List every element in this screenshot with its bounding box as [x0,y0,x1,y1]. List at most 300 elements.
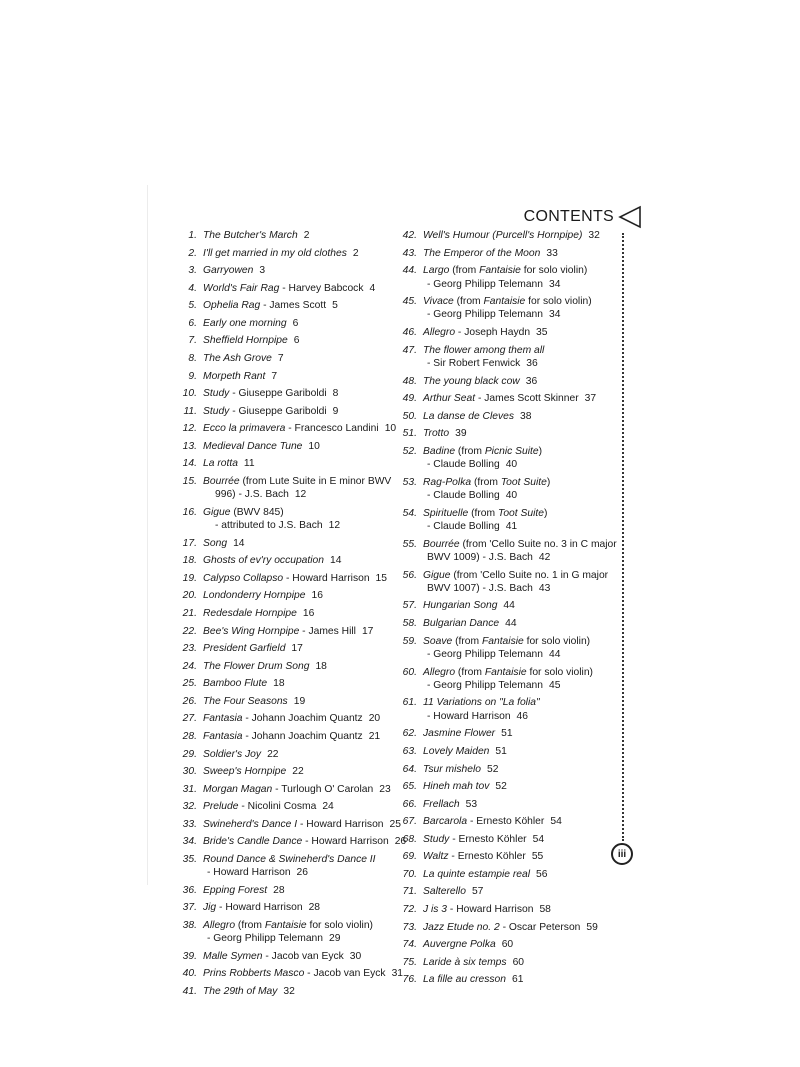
toc-title: Redesdale Hornpipe [203,608,297,619]
toc-entry-line [203,405,387,418]
toc-page-number: 33 [546,247,558,259]
toc-title: Sweep's Hornpipe [203,766,287,778]
toc-entry-number: 25. [182,678,197,690]
toc-entry-number: 70. [402,868,417,880]
toc-page-number: 14 [330,555,342,567]
toc-entry [392,264,617,291]
toc-detail: - Howard Harrison [216,902,303,914]
toc-title: Epping Forest [203,884,268,896]
toc-entry-line [203,712,387,725]
toc-entry-line [203,901,387,914]
toc-entry-line [423,507,617,520]
toc-entry-line [203,475,391,488]
toc-entry-text [203,554,387,567]
contents-column-right [389,229,617,991]
toc-entry-text [203,730,387,743]
toc-entry-line [203,352,387,365]
toc-page-number: 59 [586,921,598,933]
toc-entry-line [423,520,617,533]
toc-entry-text [203,282,387,295]
toc-entry-text [423,696,617,723]
toc-detail: - James Scott [260,300,327,312]
toc-detail: (BWV 845) [230,506,284,518]
toc-entry-number: 35. [182,853,197,865]
toc-title: La quinte estampie real [423,868,531,880]
toc-entry [392,956,617,969]
toc-title: Bee's Wing Hornpipe [203,625,300,637]
toc-entry-text [423,938,617,951]
toc-entry-number: 23. [182,643,197,655]
toc-page-number: 20 [368,713,381,725]
toc-title: Prins Robberts Masco [203,968,305,980]
toc-entry [172,247,387,260]
toc-entry-line [203,229,387,242]
toc-page-number: 38 [520,410,532,422]
toc-entry-text [423,763,617,776]
toc-title: Allegro [203,919,236,931]
toc-entry [172,660,387,673]
toc-detail: - attributed to J.S. Bach [215,520,323,532]
toc-detail: - Harvey Babcock [279,282,364,294]
toc-entry-number: 63. [402,745,417,757]
toc-entry-number: 41. [182,986,197,997]
toc-title: Medieval Dance Tune [203,440,303,452]
toc-title: Londonderry Hornpipe [203,590,306,602]
toc-page-number: 60 [501,939,514,951]
toc-detail: - Oscar Peterson [499,921,581,933]
toc-entry-line [423,617,617,630]
toc-page-number: 34 [549,278,561,290]
toc-title: Study [423,833,450,845]
toc-page-number: 54 [532,833,545,845]
toc-detail: - Ernesto Köhler [467,816,545,828]
toc-entry-text [203,440,387,453]
toc-title: Ghosts of ev'ry occupation [203,555,325,567]
toc-entry-line [423,763,617,776]
toc-page-number: 52 [487,763,499,775]
toc-entry-line [203,932,387,945]
toc-entry-line [423,679,617,692]
toc-entry-number: 57. [402,600,417,612]
toc-detail: - Jacob van Eyck [262,950,344,962]
toc-title: Salterello [423,886,466,898]
toc-entry-line [423,921,617,934]
toc-title: Frellach [423,798,460,810]
toc-entry [172,853,387,880]
toc-detail: - Johann Joachim Quantz [242,730,363,742]
toc-title: La danse de Cleves [423,410,515,422]
toc-entry-text [203,835,406,848]
toc-detail: ) [538,445,543,457]
toc-page-number: 61 [512,974,524,986]
toc-entry-line [203,835,406,848]
toc-entry-number: 20. [182,590,197,602]
toc-entry-line [423,445,617,458]
toc-title: World's Fair Rag [203,282,280,294]
toc-entry-text [423,375,617,388]
toc-entry-number: 67. [402,816,417,828]
toc-title: The flower among them all [423,344,545,356]
toc-entry-line [423,410,617,423]
toc-entry-line [203,884,387,897]
toc-page-number: 8 [332,388,339,400]
toc-page-number: 52 [495,781,507,793]
toc-entry-text [423,538,617,565]
toc-detail: - Howard Harrison [427,710,511,722]
toc-entry-number: 21. [182,608,197,619]
toc-entry-number: 1. [188,230,197,241]
toc-entry [392,745,617,758]
toc-page-number: 31 [391,968,404,980]
toc-entry-text [203,748,387,761]
toc-entry [392,344,617,371]
toc-entry-number: 18. [182,555,197,567]
toc-title: Jazz Etude no. 2 [423,921,500,933]
toc-detail: - Turlough O' Carolan [272,783,374,795]
toc-entry-text [203,334,387,347]
toc-title: The Four Seasons [203,695,288,707]
toc-detail: (from [452,635,482,647]
toc-page-number: 11 [243,458,255,470]
toc-entry-line [423,780,617,793]
toc-page-number: 51 [495,745,507,757]
toc-entry-text [423,903,617,916]
toc-entry [172,901,387,914]
toc-page-number: 18 [273,678,285,690]
toc-entry-line [203,950,387,963]
toc-title: Jasmine Flower [423,728,496,740]
toc-page-number: 44 [505,618,517,629]
toc-title: Fantasia [203,713,243,725]
toc-detail: - Howard Harrison [207,867,291,879]
toc-entry-number: 42. [402,230,417,241]
toc-entry-line [203,317,387,330]
toc-page-number: 21 [368,730,381,742]
toc-title: Lovely Maiden [423,745,490,757]
toc-entry [172,405,387,418]
toc-page-number: 58 [539,904,551,915]
toc-entry-text [423,973,617,986]
toc-entry [392,410,617,423]
toc-title: The Ash Grove [203,352,272,364]
toc-entry-number: 62. [402,728,417,740]
toc-entry [172,370,387,383]
toc-detail: - Georg Philipp Telemann [427,309,544,321]
toc-entry-text [203,695,387,708]
toc-entry [172,475,392,502]
toc-entry-text [203,352,387,365]
toc-entry-line [423,247,617,260]
toc-page-number: 57 [471,886,484,898]
toc-entry-number: 13. [182,440,197,452]
toc-entry-number: 71. [402,886,417,898]
toc-entry-number: 72. [402,904,417,915]
toc-entry-line [203,853,387,866]
toc-entry-number: 30. [182,766,197,778]
toc-entry [392,903,617,916]
toc-entry-line [203,677,387,690]
toc-entry-line [423,308,617,321]
toc-entry [172,677,387,690]
toc-entry-line [423,815,617,828]
toc-entry-number: 27. [182,713,197,725]
toc-page-number: 55 [531,851,544,863]
toc-entry-number: 46. [402,327,417,338]
toc-page-number: 36 [526,357,538,369]
toc-entry [172,783,391,796]
page-title: CONTENTS [523,208,614,225]
toc-entry-text [203,783,391,796]
toc-entry-text [423,476,617,503]
toc-entry [392,375,617,388]
toc-entry [172,985,387,998]
toc-entry-text [423,229,617,242]
toc-entry [392,727,617,740]
toc-title: Song [203,537,228,549]
toc-entry-number: 17. [182,537,197,549]
toc-entry-text [423,344,617,371]
toc-entry-text [203,387,387,400]
toc-entry-text [423,745,617,758]
toc-detail: - Joseph Haydn [455,327,531,338]
toc-entry-line [423,344,617,357]
toc-title: Badine [423,445,456,457]
toc-title: Bamboo Flute [203,678,268,690]
toc-entry-number: 32. [182,801,197,813]
toc-title: Ecco la primavera [203,423,286,435]
toc-page-number: 14 [233,537,245,549]
toc-entry [392,445,617,472]
toc-page-number: 36 [525,375,538,387]
toc-title: Fantaisie [483,296,526,308]
toc-detail: (from [449,265,480,277]
toc-page-number: 32 [283,986,295,997]
toc-page-number: 54 [550,816,562,828]
toc-page-number: 24 [322,801,334,813]
toc-page-number: 9 [332,405,339,417]
toc-entry [172,334,387,347]
toc-entry [392,833,617,846]
toc-title: Toot Suite [497,507,544,519]
toc-entry-number: 8. [188,352,197,364]
toc-entry-text [423,885,617,898]
toc-entry-line [203,589,387,602]
toc-entry-number: 44. [402,265,417,277]
toc-page-number: 43 [538,582,551,594]
toc-entry-number: 75. [402,956,417,968]
toc-entry [392,973,617,986]
toc-page-number: 16 [311,590,323,602]
toc-detail: (from [235,919,265,931]
toc-entry-line [423,696,617,709]
toc-detail: - Ernesto Köhler [448,851,526,863]
toc-entry-text [423,956,617,969]
toc-entry-number: 51. [402,428,417,440]
toc-entry-number: 68. [402,833,417,845]
toc-entry-number: 14. [182,458,197,470]
toc-detail: BWV 1007) - J.S. Bach [427,582,533,594]
toc-entry-line [423,489,617,502]
toc-entry-text [423,780,617,793]
toc-entry-text [423,727,617,740]
toc-title: Bourrée [203,475,240,487]
toc-page-number: 44 [503,600,515,612]
toc-entry [172,387,387,400]
toc-entry-text [203,405,387,418]
toc-entry-line [423,710,617,723]
toc-title: Picnic Suite [484,445,539,457]
toc-entry-number: 6. [188,317,197,329]
toc-entry [392,696,617,723]
toc-entry-line [203,572,387,585]
toc-entry-line [203,967,403,980]
toc-entry [172,765,387,778]
toc-entry [392,868,617,881]
toc-page-number: 56 [536,868,548,880]
toc-entry-line [423,427,617,440]
toc-entry-line [423,582,617,595]
toc-page-number: 12 [328,520,341,532]
toc-entry-line [423,868,617,881]
toc-entry-text [423,833,617,846]
toc-entry-line [203,554,387,567]
toc-entry-line [203,866,387,879]
toc-entry-line [203,264,387,277]
toc-entry [172,264,387,277]
toc-detail: (from [468,507,498,519]
toc-entry [172,572,387,585]
toc-entry-line [423,885,617,898]
toc-entry [392,798,617,811]
toc-entry-number: 26. [182,695,197,707]
page-edge [147,185,148,885]
toc-entry-text [203,370,387,383]
toc-entry-number: 2. [188,247,197,259]
toc-title: Ophelia Rag [203,300,261,312]
toc-page-number: 28 [273,884,285,896]
toc-page-number: 2 [352,247,359,259]
toc-detail: - Howard Harrison [302,836,389,848]
toc-entry-number: 36. [182,884,197,896]
toc-entry [172,748,387,761]
toc-entry-text [203,457,387,470]
toc-entry-number: 53. [402,476,417,488]
toc-page-number: 26 [394,836,407,848]
toc-entry-number: 52. [402,445,417,457]
toc-entry [172,884,387,897]
toc-entry-text [203,422,396,435]
toc-title: Morpeth Rant [203,370,266,382]
toc-entry-line [203,488,391,501]
toc-entry-line [423,850,617,863]
toc-title: Tsur mishelo [423,763,481,775]
toc-entry-line [423,727,617,740]
toc-entry-text [423,247,617,260]
toc-entry [172,299,387,312]
toc-detail: for solo violin) [306,919,373,931]
toc-page-number: 29 [329,933,341,945]
toc-entry-number: 73. [402,921,417,933]
toc-page-number: 39 [455,428,467,440]
toc-title: Prelude [203,801,239,813]
toc-title: 11 Variations on "La folia" [423,697,540,709]
toc-entry-text [203,572,387,585]
toc-entry-line [423,551,617,564]
toc-title: La rotta [203,458,238,470]
toc-entry-line [203,625,387,638]
toc-page-number: 25 [389,818,401,830]
toc-entry-text [203,642,387,655]
toc-entry [392,599,617,612]
toc-entry-text [203,800,387,813]
toc-entry-line [203,506,387,519]
toc-page-number: 40 [505,490,518,502]
toc-title: Gigue [423,569,451,581]
toc-detail: - Ernesto Köhler [449,833,527,845]
toc-title: Study [203,388,230,400]
toc-entry [172,835,407,848]
toc-entry-number: 47. [402,344,417,356]
toc-entry-line [203,282,387,295]
toc-page-number: 10 [384,423,397,435]
toc-page-number: 19 [293,695,306,707]
toc-detail: - James Hill [299,625,356,637]
toc-detail: - Giuseppe Gariboldi [229,405,327,417]
toc-entry-line [423,938,617,951]
toc-entry-line [423,229,617,242]
toc-page-number: 32 [588,230,600,241]
toc-title: Trotto [423,428,450,440]
toc-page-number: 45 [549,679,561,691]
toc-entry [172,440,387,453]
toc-entry-text [203,901,387,914]
toc-entry-number: 16. [182,506,197,518]
toc-entry-number: 59. [402,635,417,647]
toc-title: Bourrée [423,538,460,550]
toc-title: Gigue [203,506,231,518]
toc-entry-text [423,392,617,405]
toc-page-number: 22 [292,766,304,778]
toc-entry [172,642,387,655]
toc-entry-text [423,326,617,339]
toc-entry [392,326,617,339]
toc-entry-line [203,730,387,743]
toc-title: The Butcher's March [203,230,298,241]
toc-title: The Emperor of the Moon [423,247,541,259]
toc-detail: for solo violin) [525,296,592,308]
toc-entry-text [423,617,617,630]
toc-detail: BWV 1009) - J.S. Bach [427,551,533,563]
page-number: iii [611,843,633,865]
toc-page-number: 6 [292,317,299,329]
toc-entry [392,507,617,534]
toc-entry-line [203,387,387,400]
toc-entry-text [423,868,617,881]
toc-detail: (from [455,666,485,678]
toc-entry-line [423,903,617,916]
toc-entry-number: 15. [182,475,197,487]
toc-entry-line [203,607,387,620]
toc-title: Arthur Seat [423,393,476,405]
toc-title: Garryowen [203,265,254,277]
toc-entry [392,850,617,863]
toc-title: La fille au cresson [423,974,506,986]
toc-title: Allegro [423,666,456,678]
toc-entry-text [203,677,387,690]
toc-detail: (from 'Cello Suite no. 1 in G major [450,569,609,581]
toc-entry-line [423,833,617,846]
toc-entry-line [203,660,387,673]
